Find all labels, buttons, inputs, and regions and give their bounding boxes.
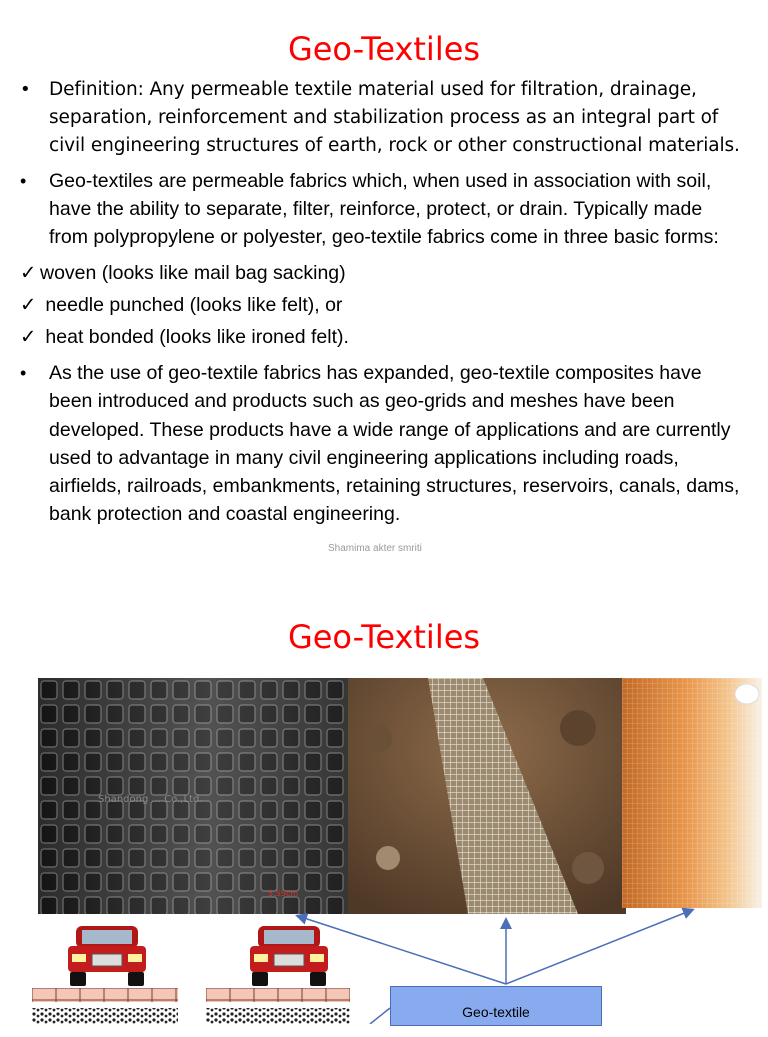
definition-text: Definition: Any permeable textile material used for filtration, drainage, separation, reinforcement and stabilization process as an integral part of civil engineering structures of earth, rock or other constructional materials. [49, 79, 740, 157]
check-mark-icon: ✓ [20, 294, 37, 317]
form-item-needle-punched [20, 289, 740, 321]
form-text: woven (looks like mail bag sacking) [40, 262, 346, 285]
bullet-definition [20, 76, 740, 161]
forms-intro-text: Geo-textiles are permeable fabrics which, when used in association with soil, have the ability to separate, filter, reinforce, protect, or drain. Typically made from polypropylene or polyester, geo-textile fabrics come in three basic forms: [49, 169, 719, 249]
scale-text: 5.55cm [268, 889, 299, 898]
check-mark-icon: ✓ [20, 262, 37, 285]
slide-title: Geo-Textiles [287, 618, 481, 656]
watermark-text: Shandong ... Co.,Ltd. [98, 794, 203, 805]
slide-title: Geo-Textiles [287, 30, 481, 68]
form-text: heat bonded (looks like ironed felt). [40, 326, 349, 349]
arrow-connectors [0, 600, 768, 1024]
bullet-forms-intro [20, 167, 740, 252]
applications-text: As the use of geo-textile fabrics has expanded, geo-textile composites have been introduced and products such as geo-grids and meshes have been developed. These products have a wide range of applications and are currently used to advantage in many civil engineering applications including roads, airfields, railroads, embankments, retaining structures, reservoirs, canals, dams, bank protection and coastal engineering. [49, 362, 740, 526]
check-mark-icon: ✓ [20, 326, 37, 349]
bullet-icon: • [20, 79, 31, 100]
form-text: needle punched (looks like felt), or [40, 294, 343, 317]
slide-examples [0, 600, 768, 1024]
form-item-heat-bonded [20, 321, 740, 353]
bullet-applications [20, 359, 740, 528]
bullet-icon: • [20, 170, 27, 191]
bullet-icon: • [20, 363, 27, 384]
bullet-list [20, 76, 740, 534]
form-item-woven [20, 257, 740, 289]
geotextile-callout: Geo-textile [390, 986, 602, 1026]
author-note: Shamima akter smriti [328, 543, 422, 554]
